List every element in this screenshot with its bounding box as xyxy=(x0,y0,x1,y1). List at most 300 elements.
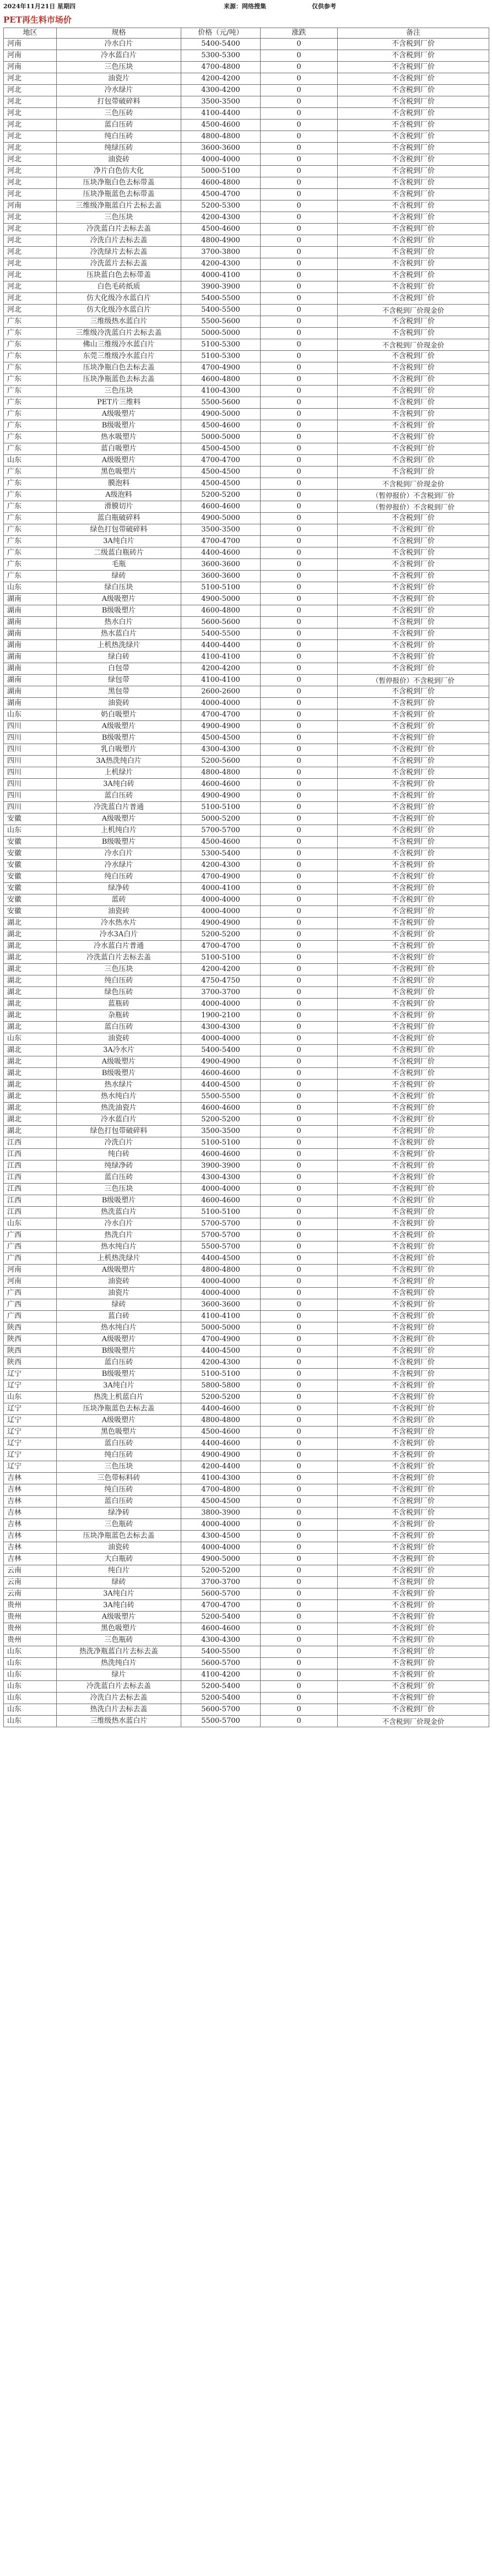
spec-cell: 冷洗蓝白片普通 xyxy=(57,802,181,814)
spec-cell: 奶白吸塑片 xyxy=(57,709,181,721)
remark-cell: 不含税到厂价 xyxy=(338,1554,489,1565)
region-cell: 广东 xyxy=(4,316,57,328)
remark-cell: 不含税到厂价 xyxy=(338,744,489,756)
spec-cell: 膜泡料 xyxy=(57,478,181,490)
change-cell: 0 xyxy=(261,120,338,131)
region-cell: 河北 xyxy=(4,224,57,235)
change-cell: 0 xyxy=(261,952,338,964)
change-cell: 0 xyxy=(261,177,338,189)
spec-cell: 绿色打包带破碎料 xyxy=(57,1126,181,1137)
price-cell: 4100-4100 xyxy=(181,675,261,686)
section-title: PET再生料市场价 xyxy=(3,15,72,25)
change-cell: 0 xyxy=(261,501,338,513)
change-cell: 0 xyxy=(261,964,338,975)
change-cell: 0 xyxy=(261,918,338,929)
table-row xyxy=(4,929,489,941)
spec-cell: 蓝白压砖 xyxy=(57,120,181,131)
table-row xyxy=(4,594,489,605)
remark-cell: 不含税到厂价 xyxy=(338,1056,489,1068)
region-cell: 安徽 xyxy=(4,814,57,825)
table-row xyxy=(4,1288,489,1299)
region-cell: 辽宁 xyxy=(4,1415,57,1427)
price-cell: 5000-5100 xyxy=(181,166,261,177)
price-cell: 5200-5600 xyxy=(181,756,261,767)
price-cell: 4200-4300 xyxy=(181,860,261,871)
region-cell: 湖北 xyxy=(4,964,57,975)
price-cell: 4750-4750 xyxy=(181,975,261,987)
table-row xyxy=(4,1369,489,1380)
price-cell: 4000-4000 xyxy=(181,999,261,1010)
table-row xyxy=(4,790,489,802)
spec-cell: A级吸塑片 xyxy=(57,1415,181,1427)
price-cell: 5700-5700 xyxy=(181,1230,261,1241)
region-cell: 湖北 xyxy=(4,1056,57,1068)
change-cell: 0 xyxy=(261,1334,338,1346)
region-cell: 湖北 xyxy=(4,1010,57,1022)
spec-cell: 佛山三维级冷水蓝白片 xyxy=(57,339,181,351)
change-cell: 0 xyxy=(261,73,338,85)
price-cell: 4500-4600 xyxy=(181,420,261,432)
spec-cell: A级吸塑片 xyxy=(57,1265,181,1276)
change-cell: 0 xyxy=(261,1588,338,1600)
table-row xyxy=(4,1554,489,1565)
region-cell: 辽宁 xyxy=(4,1461,57,1473)
spec-cell: 纯白压砖 xyxy=(57,1450,181,1461)
remark-cell: 不含税到厂价 xyxy=(338,1600,489,1612)
change-cell: 0 xyxy=(261,1253,338,1265)
spec-cell: 三色压块 xyxy=(57,1184,181,1195)
table-row xyxy=(4,1565,489,1577)
price-cell: 5600-5700 xyxy=(181,1588,261,1600)
spec-cell: 蓝白压砖 xyxy=(57,1172,181,1184)
spec-cell: 热水白片 xyxy=(57,617,181,628)
price-cell: 4800-4900 xyxy=(181,235,261,247)
table-row xyxy=(4,894,489,906)
spec-cell: 打包带破碎料 xyxy=(57,96,181,108)
region-cell: 贵州 xyxy=(4,1623,57,1635)
region-cell: 陕西 xyxy=(4,1357,57,1369)
region-cell: 河北 xyxy=(4,212,57,224)
table-row xyxy=(4,1276,489,1288)
remark-cell: 不含税到厂价 xyxy=(338,779,489,790)
price-cell: 3700-3800 xyxy=(181,247,261,258)
region-cell: 吉林 xyxy=(4,1531,57,1542)
table-row xyxy=(4,756,489,767)
price-cell: 4500-4600 xyxy=(181,837,261,848)
region-cell: 山东 xyxy=(4,1669,57,1681)
change-cell: 0 xyxy=(261,1195,338,1207)
table-row xyxy=(4,1149,489,1160)
region-cell: 陕西 xyxy=(4,1346,57,1357)
region-cell: 河北 xyxy=(4,73,57,85)
price-cell: 4100-4300 xyxy=(181,386,261,397)
spec-cell: 三色压块 xyxy=(57,62,181,73)
region-cell: 湖北 xyxy=(4,952,57,964)
table-row xyxy=(4,1531,489,1542)
remark-cell: 不含税到厂价 xyxy=(338,802,489,814)
remark-cell: 不含税到厂价 xyxy=(338,952,489,964)
spec-cell: 热洗白片去标去盖 xyxy=(57,1704,181,1716)
column-header-remark: 备注 xyxy=(338,28,489,39)
table-row xyxy=(4,1311,489,1322)
table-row xyxy=(4,582,489,594)
table-row xyxy=(4,1172,489,1184)
price-cell: 3600-3600 xyxy=(181,143,261,154)
table-row xyxy=(4,397,489,409)
spec-cell: A级吸塑片 xyxy=(57,814,181,825)
price-cell: 4200-4200 xyxy=(181,73,261,85)
remark-cell: 不含税到厂价 xyxy=(338,270,489,281)
remark-cell: 不含税到厂价 xyxy=(338,62,489,73)
table-row xyxy=(4,1195,489,1207)
spec-cell: 仿大化级冷水蓝白片 xyxy=(57,293,181,305)
remark-cell: 不含税到厂价 xyxy=(338,1218,489,1230)
remark-cell: 不含税到厂价 xyxy=(338,1022,489,1033)
change-cell: 0 xyxy=(261,640,338,652)
price-cell: 4000-4000 xyxy=(181,1184,261,1195)
spec-cell: 绿砖 xyxy=(57,1299,181,1311)
change-cell: 0 xyxy=(261,848,338,860)
spec-cell: PET片三维料 xyxy=(57,397,181,409)
change-cell: 0 xyxy=(261,235,338,247)
spec-cell: 白包带 xyxy=(57,663,181,675)
table-row xyxy=(4,975,489,987)
price-cell: 4800-4800 xyxy=(181,131,261,143)
change-cell: 0 xyxy=(261,536,338,547)
region-cell: 辽宁 xyxy=(4,1403,57,1415)
change-cell: 0 xyxy=(261,1091,338,1103)
region-cell: 河北 xyxy=(4,235,57,247)
price-cell: 4600-4600 xyxy=(181,1195,261,1207)
spec-cell: 纯白压砖 xyxy=(57,975,181,987)
region-cell: 广西 xyxy=(4,1311,57,1322)
price-cell: 5600-5600 xyxy=(181,617,261,628)
table-row xyxy=(4,200,489,212)
price-cell: 4200-4400 xyxy=(181,1461,261,1473)
remark-cell: 不含税到厂价 xyxy=(338,652,489,663)
spec-cell: 东莞三维级冷水蓝白片 xyxy=(57,351,181,362)
region-cell: 湖南 xyxy=(4,617,57,628)
table-row xyxy=(4,478,489,490)
change-cell: 0 xyxy=(261,721,338,733)
price-cell: 4300-4200 xyxy=(181,85,261,96)
price-cell: 1900-2100 xyxy=(181,1010,261,1022)
spec-cell: 三色压块 xyxy=(57,1461,181,1473)
table-row xyxy=(4,1507,489,1519)
region-cell: 广西 xyxy=(4,1299,57,1311)
remark-cell: 不含税到厂价 xyxy=(338,871,489,883)
table-row xyxy=(4,848,489,860)
remark-cell: 不含税到厂价 xyxy=(338,1033,489,1045)
report-header xyxy=(0,0,492,12)
spec-cell: 蓝白压砖 xyxy=(57,790,181,802)
spec-cell: 蓝白瓶破碎料 xyxy=(57,513,181,524)
price-cell: 4600-4600 xyxy=(181,1149,261,1160)
change-cell: 0 xyxy=(261,1022,338,1033)
price-cell: 3600-3600 xyxy=(181,1299,261,1311)
remark-cell: 不含税到厂价 xyxy=(338,1137,489,1149)
spec-cell: 三色瓶砖 xyxy=(57,1519,181,1531)
remark-cell: 不含税到厂价现金价 xyxy=(338,1716,489,1727)
change-cell: 0 xyxy=(261,443,338,455)
spec-cell: 冷洗白片去标去盖 xyxy=(57,235,181,247)
spec-cell: B级吸塑片 xyxy=(57,1346,181,1357)
spec-cell: 油瓷砖 xyxy=(57,1033,181,1045)
table-row xyxy=(4,1207,489,1218)
table-row xyxy=(4,1299,489,1311)
remark-cell: 不含税到厂价 xyxy=(338,1415,489,1427)
remark-cell: 不含税到厂价 xyxy=(338,709,489,721)
price-cell: 5500-5500 xyxy=(181,1091,261,1103)
table-row xyxy=(4,177,489,189)
table-row xyxy=(4,131,489,143)
change-cell: 0 xyxy=(261,790,338,802)
region-cell: 湖南 xyxy=(4,605,57,617)
region-cell: 河南 xyxy=(4,200,57,212)
spec-cell: 黑色吸塑片 xyxy=(57,1427,181,1438)
region-cell: 广东 xyxy=(4,559,57,571)
spec-cell: 冷洗蓝片去标去盖 xyxy=(57,258,181,270)
spec-cell: 冷洗蓝白片去标去盖 xyxy=(57,224,181,235)
region-cell: 山东 xyxy=(4,709,57,721)
spec-cell: 纯白压砖 xyxy=(57,871,181,883)
price-cell: 4700-4800 xyxy=(181,62,261,73)
region-cell: 吉林 xyxy=(4,1484,57,1496)
remark-cell: 不含税到厂价 xyxy=(338,443,489,455)
table-row xyxy=(4,501,489,513)
remark-cell: 不含税到厂价 xyxy=(338,1704,489,1716)
change-cell: 0 xyxy=(261,62,338,73)
column-header-change: 涨跌 xyxy=(261,28,338,39)
change-cell: 0 xyxy=(261,1172,338,1184)
remark-cell: 不含税到厂价 xyxy=(338,1010,489,1022)
price-cell: 4500-4600 xyxy=(181,1427,261,1438)
change-cell: 0 xyxy=(261,143,338,154)
region-cell: 山东 xyxy=(4,1646,57,1658)
region-cell: 湖南 xyxy=(4,698,57,709)
remark-cell: 不含税到厂价 xyxy=(338,1230,489,1241)
change-cell: 0 xyxy=(261,814,338,825)
change-cell: 0 xyxy=(261,628,338,640)
region-cell: 湖南 xyxy=(4,686,57,698)
region-cell: 河北 xyxy=(4,270,57,281)
region-cell: 山东 xyxy=(4,1033,57,1045)
change-cell: 0 xyxy=(261,1184,338,1195)
price-cell: 5100-5100 xyxy=(181,802,261,814)
price-cell: 4000-4100 xyxy=(181,883,261,894)
remark-cell: 不含税到厂价 xyxy=(338,883,489,894)
remark-cell: 不含税到厂价 xyxy=(338,906,489,918)
remark-cell: 不含税到厂价 xyxy=(338,1380,489,1392)
table-row xyxy=(4,351,489,362)
price-cell: 4100-4100 xyxy=(181,652,261,663)
spec-cell: 三色压块 xyxy=(57,964,181,975)
spec-cell: 油瓷砖 xyxy=(57,906,181,918)
table-row xyxy=(4,39,489,50)
table-row xyxy=(4,73,489,85)
table-row xyxy=(4,1693,489,1704)
spec-cell: 3A纯白砖 xyxy=(57,1600,181,1612)
table-row xyxy=(4,443,489,455)
table-row xyxy=(4,999,489,1010)
change-cell: 0 xyxy=(261,524,338,536)
spec-cell: 净片白色仿大化 xyxy=(57,166,181,177)
remark-cell: 不含税到厂价 xyxy=(338,154,489,166)
spec-cell: 纯绿压砖 xyxy=(57,143,181,154)
remark-cell: 不含税到厂价 xyxy=(338,1577,489,1588)
change-cell: 0 xyxy=(261,871,338,883)
price-cell: 4600-4800 xyxy=(181,177,261,189)
remark-cell: 不含税到厂价现金价 xyxy=(338,339,489,351)
remark-cell: 不含税到厂价 xyxy=(338,1693,489,1704)
change-cell: 0 xyxy=(261,860,338,871)
region-cell: 河北 xyxy=(4,154,57,166)
price-table xyxy=(3,28,489,1727)
remark-cell: 不含税到厂价 xyxy=(338,975,489,987)
region-cell: 山东 xyxy=(4,1716,57,1727)
change-cell: 0 xyxy=(261,1346,338,1357)
price-cell: 4700-4700 xyxy=(181,709,261,721)
remark-cell: 不含税到厂价 xyxy=(338,1045,489,1056)
spec-cell: 油瓷砖 xyxy=(57,154,181,166)
change-cell: 0 xyxy=(261,1392,338,1403)
price-cell: 4600-4600 xyxy=(181,1623,261,1635)
remark-cell: 不含税到厂价 xyxy=(338,1299,489,1311)
remark-cell: 不含税到厂价 xyxy=(338,825,489,837)
remark-cell: 不含税到厂价 xyxy=(338,1103,489,1114)
remark-cell: 不含税到厂价 xyxy=(338,1438,489,1450)
price-cell: 4000-4000 xyxy=(181,1276,261,1288)
spec-cell: A级吸塑片 xyxy=(57,1612,181,1623)
table-row xyxy=(4,1265,489,1276)
table-row xyxy=(4,559,489,571)
remark-cell: 不含税到厂价 xyxy=(338,1080,489,1091)
region-cell: 河南 xyxy=(4,50,57,62)
price-cell: 3500-3500 xyxy=(181,524,261,536)
table-row xyxy=(4,409,489,420)
price-cell: 4300-4300 xyxy=(181,1172,261,1184)
price-cell: 5500-5700 xyxy=(181,1241,261,1253)
change-cell: 0 xyxy=(261,1600,338,1612)
remark-cell: 不含税到厂价 xyxy=(338,293,489,305)
spec-cell: 绿净砖 xyxy=(57,883,181,894)
spec-cell: 压块净瓶蓝色去标带盖 xyxy=(57,189,181,200)
change-cell: 0 xyxy=(261,1704,338,1716)
table-row xyxy=(4,1068,489,1080)
remark-cell: 不含税到厂价 xyxy=(338,814,489,825)
region-cell: 河北 xyxy=(4,177,57,189)
region-cell: 湖北 xyxy=(4,918,57,929)
remark-cell: 不含税到厂价 xyxy=(338,328,489,339)
remark-cell: 不含税到厂价 xyxy=(338,663,489,675)
region-cell: 湖北 xyxy=(4,1114,57,1126)
spec-cell: 热水纯白片 xyxy=(57,1241,181,1253)
spec-cell: A级泡料 xyxy=(57,490,181,501)
table-row xyxy=(4,1357,489,1369)
price-cell: 4700-4900 xyxy=(181,871,261,883)
price-cell: 4000-4000 xyxy=(181,1033,261,1045)
spec-cell: 压块净瓶蓝色去标去盖 xyxy=(57,374,181,386)
region-cell: 山东 xyxy=(4,1392,57,1403)
spec-cell: 压块净瓶白色去标带盖 xyxy=(57,177,181,189)
table-row xyxy=(4,767,489,779)
remark-cell: 不含税到厂价 xyxy=(338,1241,489,1253)
price-cell: 5400-5500 xyxy=(181,1646,261,1658)
price-cell: 4500-4500 xyxy=(181,467,261,478)
table-row xyxy=(4,1056,489,1068)
table-row xyxy=(4,1103,489,1114)
price-cell: 5300-5400 xyxy=(181,848,261,860)
remark-cell: 不含税到厂价 xyxy=(338,686,489,698)
change-cell: 0 xyxy=(261,432,338,443)
price-cell: 4900-4900 xyxy=(181,721,261,733)
remark-cell: 不含税到厂价 xyxy=(338,96,489,108)
price-cell: 5000-5000 xyxy=(181,432,261,443)
spec-cell: 大白瓶砖 xyxy=(57,1554,181,1565)
region-cell: 江西 xyxy=(4,1172,57,1184)
change-cell: 0 xyxy=(261,559,338,571)
table-row xyxy=(4,467,489,478)
remark-cell: 不含税到厂价 xyxy=(338,1450,489,1461)
remark-cell: 不含税到厂价 xyxy=(338,1612,489,1623)
region-cell: 四川 xyxy=(4,756,57,767)
region-cell: 山东 xyxy=(4,825,57,837)
spec-cell: 3A纯白片 xyxy=(57,1588,181,1600)
remark-cell: 不含税到厂价 xyxy=(338,582,489,594)
price-table-wrapper xyxy=(0,28,492,1727)
spec-cell: 纯白片 xyxy=(57,1565,181,1577)
table-row xyxy=(4,258,489,270)
spec-cell: 热水绿片 xyxy=(57,1080,181,1091)
remark-cell: 不含税到厂价 xyxy=(338,1114,489,1126)
spec-cell: 绿砖 xyxy=(57,571,181,582)
change-cell: 0 xyxy=(261,1033,338,1045)
price-cell: 4100-4400 xyxy=(181,108,261,120)
region-cell: 河南 xyxy=(4,39,57,50)
region-cell: 辽宁 xyxy=(4,1369,57,1380)
region-cell: 湖北 xyxy=(4,975,57,987)
price-cell: 4100-4300 xyxy=(181,1473,261,1484)
region-cell: 安徽 xyxy=(4,894,57,906)
region-cell: 江西 xyxy=(4,1149,57,1160)
spec-cell: 上机热洗绿片 xyxy=(57,1253,181,1265)
remark-cell: 不含税到厂价 xyxy=(338,1265,489,1276)
spec-cell: 绿色压砖 xyxy=(57,987,181,999)
price-cell: 4400-4500 xyxy=(181,1080,261,1091)
price-cell: 5200-5200 xyxy=(181,1392,261,1403)
table-row xyxy=(4,1681,489,1693)
price-cell: 4800-4800 xyxy=(181,1265,261,1276)
remark-cell: 不含税到厂价 xyxy=(338,1126,489,1137)
change-cell: 0 xyxy=(261,305,338,316)
price-cell: 3600-3600 xyxy=(181,559,261,571)
price-cell: 4600-4800 xyxy=(181,374,261,386)
remark-cell: 不含税到厂价 xyxy=(338,200,489,212)
change-cell: 0 xyxy=(261,397,338,409)
change-cell: 0 xyxy=(261,212,338,224)
spec-cell: 黑色吸塑片 xyxy=(57,467,181,478)
remark-cell: 不含税到厂价 xyxy=(338,1311,489,1322)
change-cell: 0 xyxy=(261,709,338,721)
spec-cell: 冷水蓝白片 xyxy=(57,1114,181,1126)
region-cell: 湖北 xyxy=(4,929,57,941)
price-cell: 4700-4700 xyxy=(181,1600,261,1612)
price-cell: 5600-5700 xyxy=(181,1658,261,1669)
remark-cell: 不含税到厂价 xyxy=(338,235,489,247)
spec-cell: 3A纯白片 xyxy=(57,1380,181,1392)
price-cell: 5200-5400 xyxy=(181,1612,261,1623)
remark-cell: 不含税到厂价 xyxy=(338,281,489,293)
